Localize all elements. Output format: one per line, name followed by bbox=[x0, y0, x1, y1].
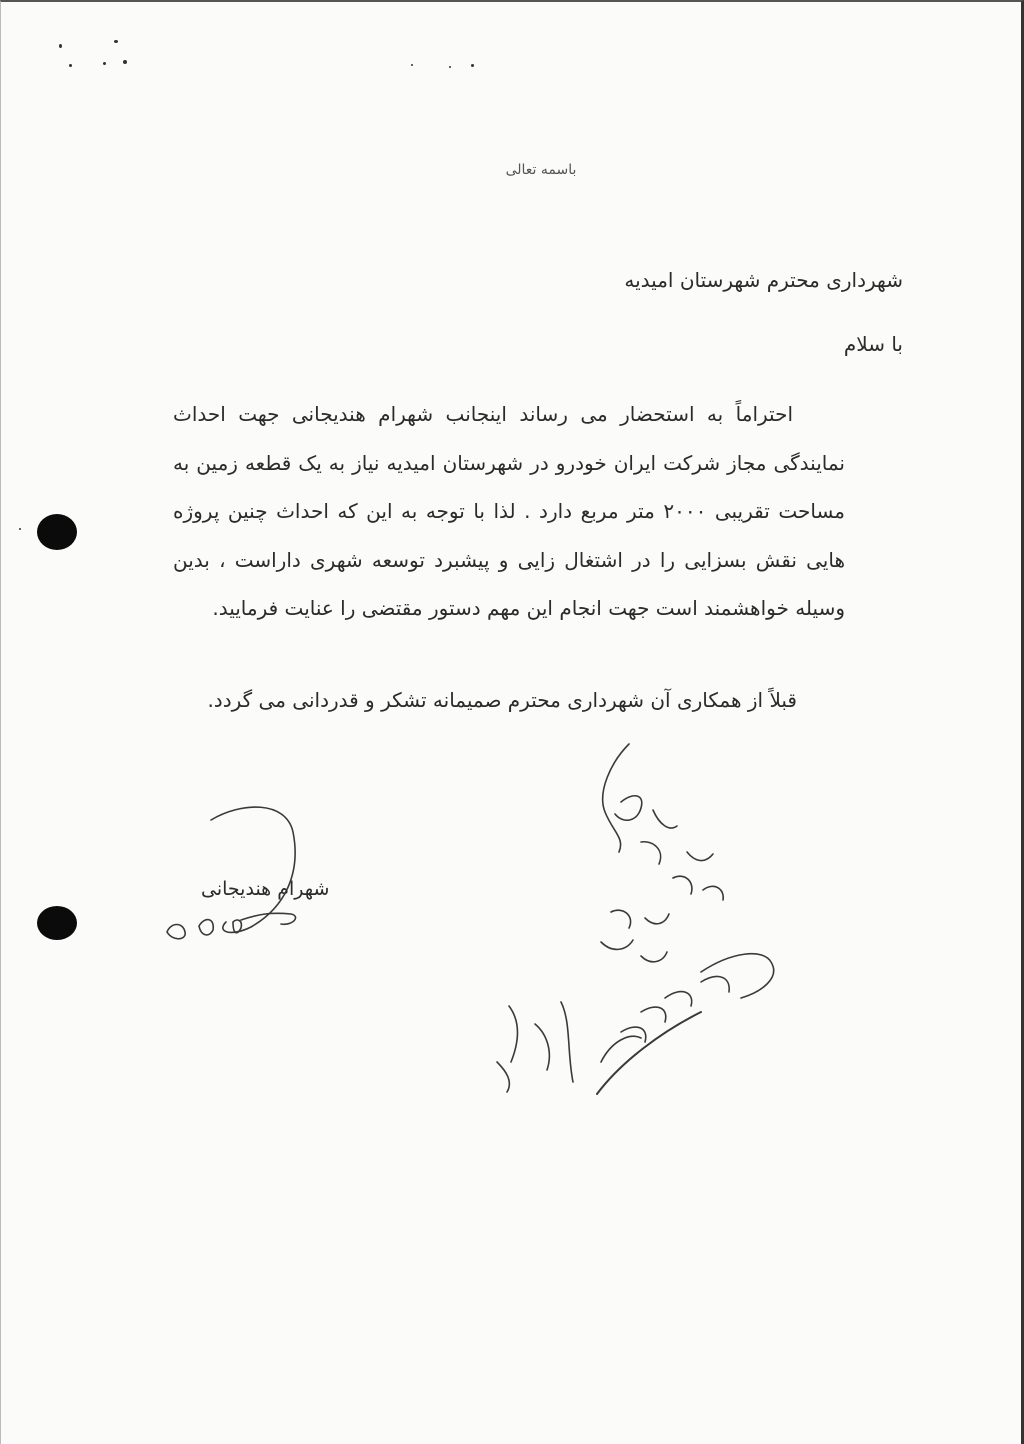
signer-name: شهرام هندیجانی bbox=[201, 878, 330, 900]
closing-line: قبلاً از همکاری آن شهرداری محترم صمیمانه تشکر و قدردانی می گردد. bbox=[207, 688, 797, 712]
addressee-line: شهرداری محترم شهرستان امیدیه bbox=[624, 268, 903, 292]
punch-hole-bottom bbox=[37, 906, 77, 940]
handwritten-marks bbox=[1, 2, 1024, 1444]
greeting-line: با سلام bbox=[843, 332, 903, 356]
body-paragraph: احتراماً به استحضار می رساند اینجانب شهرام هندیجانی جهت احداث نمایندگی مجاز شرکت ایران خودرو در شهرستان امیدیه نیاز به یک قطعه زمین به مساحت تقریبی ۲۰۰۰ متر مربع دارد . لذا با توجه به این که احداث چنین پروژه هایی نقش بسزایی را در اشتغال زایی و پیشبرد توسعه شهری داراست ، بدین وسیله خواهشمند است جهت انجام این مهم دستور مقتضی را عنایت فرمایید. bbox=[173, 402, 845, 620]
punch-hole-top bbox=[37, 514, 77, 550]
letter-heading: باسمه تعالی bbox=[505, 162, 577, 178]
official-annotation bbox=[603, 744, 629, 852]
letter-body bbox=[173, 390, 845, 633]
applicant-signature bbox=[211, 807, 295, 932]
